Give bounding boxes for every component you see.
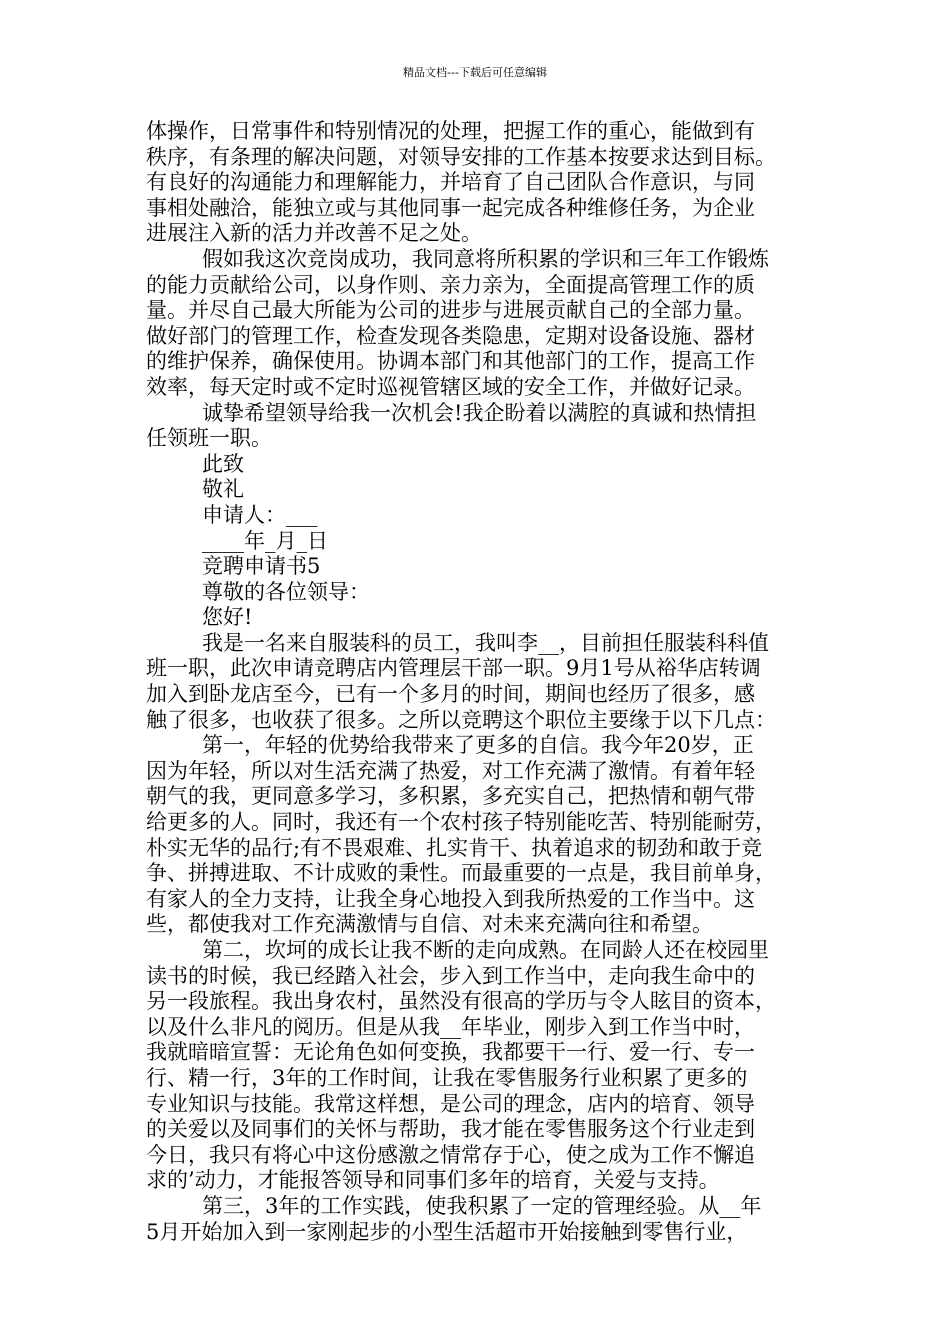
text-line: 些，都使我对工作充满激情与自信、对未来充满向往和希望。	[146, 912, 713, 937]
text-line: 另一段旅程。我出身农村，虽然没有很高的学历与令人眩目的资本，	[146, 989, 776, 1014]
text-line: 班一职，此次申请竞聘店内管理层干部一职。9月1号从裕华店转调	[146, 656, 761, 681]
text-line: 第二，坎坷的成长让我不断的走向成熟。在同龄人还在校园里	[202, 938, 769, 962]
text-line: 争、拼搏进取、不计成败的秉性。而最重要的一点是，我目前单身，	[146, 861, 776, 886]
text-line: 效率，每天定时或不定时巡视管辖区域的安全工作，并做好记录。	[146, 374, 755, 399]
text-line: 此致	[202, 451, 244, 476]
text-line: 以及什么非凡的阅历。但是从我__年毕业，刚步入到工作当中时，	[146, 1014, 755, 1039]
document-body	[146, 119, 826, 1245]
text-line: 因为年轻，所以对生活充满了热爱，对工作充满了激情。有着年轻	[146, 758, 755, 783]
text-line: 的维护保养，确保使用。协调本部门和其他部门的工作，提高工作	[146, 349, 755, 374]
text-line: 假如我这次竞岗成功，我同意将所积累的学识和三年工作锻炼	[202, 246, 769, 271]
text-line: 任领班一职。	[146, 426, 272, 451]
text-line: 第三，3年的工作实践，使我积累了一定的管理经验。从__年	[202, 1193, 762, 1218]
text-line: 您好!	[202, 605, 253, 630]
text-line: ____年_月_日	[202, 528, 328, 553]
text-line: 我就暗暗宣誓：无论角色如何变换，我都要干一行、爱一行、专一	[146, 1040, 755, 1065]
text-line: 量。并尽自己最大所能为公司的进步与进展贡献自己的全部力量。	[146, 298, 755, 323]
text-line: 敬礼	[202, 477, 244, 502]
text-line: 读书的时候，我已经踏入社会，步入到工作当中，走向我生命中的	[146, 963, 755, 988]
text-line: 给更多的人。同时，我还有一个农村孩子特别能吃苦、特别能耐劳，	[146, 810, 776, 835]
text-line: 的能力贡献给公司，以身作则、亲力亲为，全面提高管理工作的质	[146, 272, 755, 297]
text-line: 我是一名来自服装科的员工，我叫李__，目前担任服装科科值	[202, 630, 769, 655]
text-line: 诚挚希望领导给我一次机会!我企盼着以满腔的真诚和热情担	[202, 400, 757, 425]
text-line: 求的’动力，才能报答领导和同事们多年的培育，关爱与支持。	[146, 1168, 720, 1193]
text-line: 行、精一行，3年的工作时间，让我在零售服务行业积累了更多的	[146, 1065, 748, 1090]
text-line: 竞聘申请书5	[202, 554, 321, 579]
text-line: 体操作，日常事件和特别情况的处理，把握工作的重心，能做到有	[146, 119, 755, 143]
text-line: 的关爱以及同事们的关怀与帮助，我才能在零售服务这个行业走到	[146, 1117, 755, 1142]
text-line: 做好部门的管理工作，检查发现各类隐患，定期对设备设施、器材	[146, 323, 755, 348]
text-line: 加入到卧龙店至今，已有一个多月的时间，期间也经历了很多，感	[146, 682, 755, 707]
text-line: 秩序，有条理的解决问题，对领导安排的工作基本按要求达到目标。	[146, 144, 776, 169]
text-line: 第一，年轻的优势给我带来了更多的自信。我今年20岁，正	[202, 733, 754, 758]
text-line: 事相处融洽，能独立或与其他同事一起完成各种维修任务，为企业	[146, 195, 755, 220]
text-line: 专业知识与技能。我常这样想，是公司的理念，店内的培育、领导	[146, 1091, 755, 1116]
text-line: 申请人：___	[202, 502, 318, 527]
page-header: 精品文档---下载后可任意编辑	[403, 66, 547, 79]
text-line: 尊敬的各位领导：	[202, 579, 370, 604]
text-line: 触了很多，也收获了很多。之所以竞聘这个职位主要缘于以下几点：	[146, 707, 776, 732]
text-line: 朴实无华的品行;有不畏艰难、扎实肯干、执着追求的韧劲和敢于竞	[146, 835, 763, 860]
text-line: 进展注入新的活力并改善不足之处。	[146, 221, 482, 246]
text-line: 朝气的我，更同意多学习，多积累，多充实自己，把热情和朝气带	[146, 784, 755, 809]
text-line: 5月开始加入到一家刚起步的小型生活超市开始接触到零售行业，	[146, 1219, 748, 1244]
text-line: 有家人的全力支持，让我全身心地投入到我所热爱的工作当中。这	[146, 886, 755, 911]
text-line: 今日，我只有将心中这份感激之情常存于心，使之成为工作不懈追	[146, 1142, 755, 1167]
text-line: 有良好的沟通能力和理解能力，并培育了自己团队合作意识，与同	[146, 170, 755, 195]
